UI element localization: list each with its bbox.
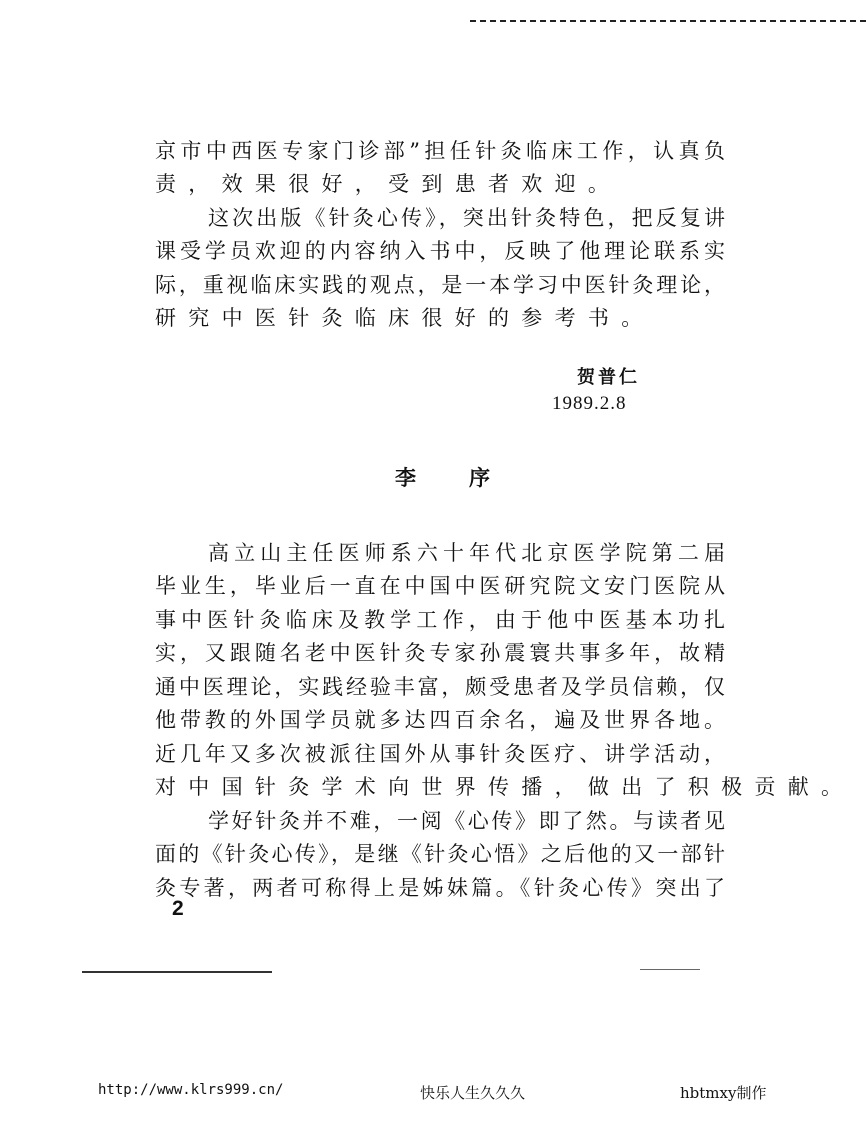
paragraph-line: 灸专著，两者可称得上是姊妹篇。《针灸心传》突出了 xyxy=(155,876,725,900)
paragraph-line: 近几年又多次被派往国外从事针灸医疗、讲学活动， xyxy=(155,742,725,766)
footer-center-text: 快乐人生久久久 xyxy=(420,1084,526,1102)
paragraph-line: 他带教的外国学员就多达四百余名，遍及世界各地。 xyxy=(155,708,725,732)
page-number: 2 xyxy=(172,897,184,920)
paragraph-line: 学好针灸并不难，一阅《心传》即了然。与读者见 xyxy=(208,809,725,833)
scan-bottom-rule xyxy=(82,971,272,973)
section-title: 李序 xyxy=(395,465,490,490)
paragraph-line: 实，又跟随名老中医针灸专家孙震寰共事多年，故精 xyxy=(155,641,725,665)
scan-top-dashed-line xyxy=(470,20,866,22)
signature-date: 1989.2.8 xyxy=(552,393,627,414)
paragraph-line: 对中国针灸学术向世界传播，做出了积极贡献。 xyxy=(155,775,855,799)
paragraph-line: 通中医理论，实践经验丰富，颇受患者及学员信赖，仅 xyxy=(155,675,725,699)
paragraph-line: 面的《针灸心传》，是继《针灸心悟》之后他的又一部针 xyxy=(155,842,725,866)
scan-bottom-rule xyxy=(640,969,700,970)
signature-name: 贺普仁 xyxy=(577,367,640,388)
footer-url-link[interactable]: http://www.klrs999.cn/ xyxy=(98,1082,284,1098)
paragraph-line: 毕业生，毕业后一直在中国中医研究院文安门医院从 xyxy=(155,574,725,598)
paragraph-line: 课受学员欢迎的内容纳入书中，反映了他理论联系实 xyxy=(155,239,725,263)
paragraph-line: 高立山主任医师系六十年代北京医学院第二届 xyxy=(208,541,725,565)
footer-credit: hbtmxy制作 xyxy=(680,1084,767,1102)
paragraph-line: 这次出版《针灸心传》，突出针灸特色，把反复讲 xyxy=(208,206,725,230)
paragraph-line: 事中医针灸临床及教学工作，由于他中医基本功扎 xyxy=(155,608,725,632)
paragraph-line: 责，效果很好，受到患者欢迎。 xyxy=(155,172,622,196)
paragraph-line: 际，重视临床实践的观点，是一本学习中医针灸理论， xyxy=(155,273,725,297)
paragraph-line: 京市中西医专家门诊部”担任针灸临床工作，认真负 xyxy=(155,139,725,163)
paragraph-line: 研究中医针灸临床很好的参考书。 xyxy=(155,306,655,330)
